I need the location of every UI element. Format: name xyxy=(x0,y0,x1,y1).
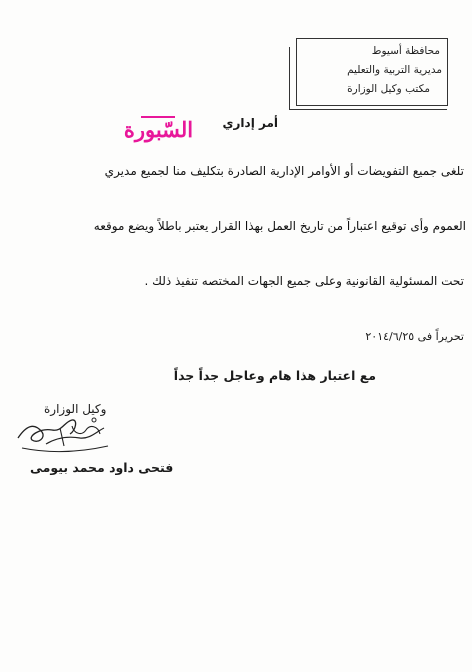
signatory-title: وكيل الوزارة xyxy=(44,402,107,416)
handwritten-signature xyxy=(12,408,120,460)
document-title: أمر إداري xyxy=(222,116,278,130)
signer-name: فتحى داود محمد بيومى xyxy=(30,460,174,475)
directorate-line: مديرية التربية والتعليم xyxy=(347,64,442,76)
governorate-line: محافظة أسيوط xyxy=(371,45,440,57)
body-line-3: تحت المسئولية القانونية وعلى جميع الجهات المختصه تنفيذ ذلك . xyxy=(144,274,464,288)
issue-date: تحريراً فى ٢٠١٤/٦/٢٥ xyxy=(365,330,464,343)
office-line: مكتب وكيل الوزارة xyxy=(347,83,430,95)
body-line-2: العموم وأى توقيع اعتباراً من تاريخ العمل بهذا القرار يعتبر باطلاً ويضع موقعه xyxy=(93,219,466,233)
watermark-logo xyxy=(117,113,200,156)
urgency-note: مع اعتبار هذا هام وعاجل جداً جداً xyxy=(173,368,376,383)
watermark-text: السّبورة xyxy=(123,117,194,142)
body-line-1: تلغى جميع التفويضات أو الأوامر الإدارية الصادرة بتكليف منا لجميع مديري xyxy=(104,164,464,178)
